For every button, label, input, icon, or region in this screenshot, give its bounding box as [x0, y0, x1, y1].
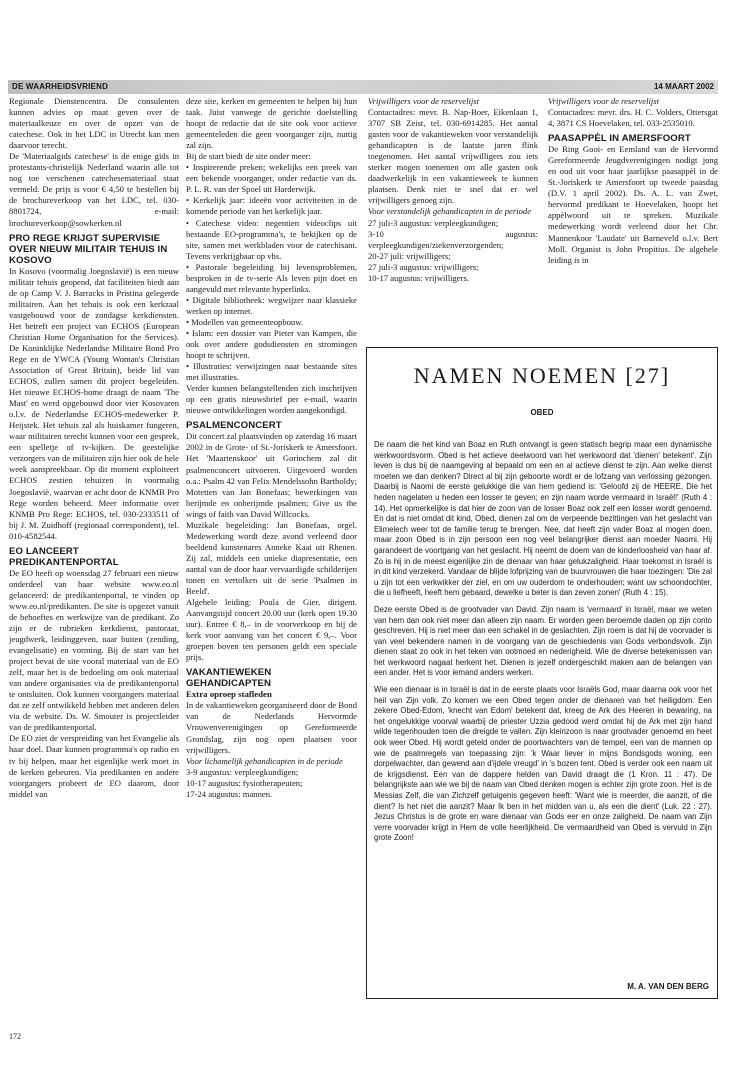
- issue-date: 14 MAART 2002: [653, 82, 714, 91]
- paragraph: Contactadres: mevr. B. Nap-Boer, Eikenlaan 1, 3707 SB Zeist, tel. 030-6914285. Het aantal gasten voor de vakantieweken voor verstandelijk gehandicapten is de laatste jaren flink toegenomen. Het aantal vrijwilligers zou iets sterker mogen toenemen om alle gasten ook daadwerkelijk in een vakantieweek te kunnen plaatsen. Denk niet te snel dat er wel vrijwilligers genoeg zijn.: [368, 107, 538, 206]
- bullet-item: • Catechese video: negentien videoclips uit bestaande EO-programma's, te bekijken op de site, samen met werkbladen voor de catechisant. Tevens verkrijgbaar op vhs.: [186, 217, 357, 261]
- paragraph: Regionale Dienstencentra. De consulenten kunnen advies op maat geven over de materiaalkeuze en over de opzet van de catechese. Ook in het LDC in Utrecht kan men daarvoor terecht.: [9, 96, 179, 151]
- paragraph: In de vakantieweken georganiseerd door de Bond van de Nederlands Hervormde Vrouwenverenigingen op Gereformeerde Grondslag, zijn nog open plaatsen voor vrijwilligers.: [186, 700, 357, 755]
- paragraph: De 'Materiaalgids catechese' is de enige gids in protestants-christelijk Nederland waarin alle tot nog toe verschenen catechesemateriaal staat vermeld. De prijs is voor € 4,50 te bestellen bij de brochureverkoop van het LDC, tel. 030-8801724, e-mail: brochureverkoop@sowkerken.nl: [9, 151, 179, 228]
- paragraph: Vrijwilligers voor de reservelijst: [368, 96, 479, 106]
- paragraph: Wie een dienaar is in Israël is dat in de eerste plaats voor Israëls God, maar daarna ook voor het heil van Zijn volk. Zo komen we een Obed tegen onder de dienaren van het heiligdom. Een zekere Obed-Edom, 'knecht van Edom' betekent dat, kreeg de Ark des Heeren in bewaring, na het ongelukkige voorval waarbij de priester Uzzia gedood werd omdat hij de Ark met zijn hand wilde tegenhouden toen die dreigde te vallen. Zijn kleinzoon is naar grootvader genoemd en heet ook weer Obed. Hij wordt geteld onder de poortwachters van de tempel, een van de mannen op wie de psalmregels van toepassing zijn: 'k Waar liever in mijns Bondsgods woning, een dorpelwachter, dan gewend aan d'ijdele vreugd' in 's bozen tent. Obed is verder ook een naam uit de krijgsdienst. Een van de dappere helden van David draagt die (1 Kron. 11 : 47). De belangrijkste aan wie we bij de naam van Obed denken mogen is echter zijn grote zoon. Het is de Messias Zelf, die van Zichzelf getuigenis gegeven heeft: 'Want wie is meerder, die aanzit, of die dient? Is het niet die aanzit? Maar Ik ben in het midden van u, als een die dient' (Luk. 22 : 27). Jezus Christus is de grote en ware dienaar van Gods eer en onze zaligheid. De naam van Zijn verre voorvader krijgt in Hem de volle heerlijkheid. De vermaardheid van Obed is vervuld in Zijn grote Zoon!: [374, 685, 712, 843]
- paragraph: deze site, kerken en gemeenten te helpen bij hun taak. Juist vanwege de gerichte doelstelling hoopt de redactie dat de site ook voor actieve gemeenteleden die geen voorganger zijn, nuttig zal zijn.: [186, 96, 357, 151]
- list-line: 10-17 augustus: vrijwilligers.: [368, 272, 469, 283]
- bullet-item: • Modellen van gemeenteopbouw.: [186, 316, 304, 327]
- subheading: Extra oproep stafleden: [186, 689, 272, 700]
- bullet-item: • Illustraties: verwijzingen naar bestaande sites met illustraties.: [186, 361, 357, 383]
- list-line: 3-9 augustus: verpleegkundigen;: [186, 766, 299, 777]
- heading-vakantieweken: VAKANTIEWEKEN GEHANDICAPTEN: [186, 667, 272, 690]
- box-text: [374, 440, 712, 850]
- list-line: 27 juli-3 augustus: vrijwilligers;: [368, 261, 479, 272]
- bullet-item: • Islam: een dossier van Pieter van Kampen, die ook over andere godsdiensten en stromingen hoopt te schrijven.: [186, 327, 357, 361]
- paragraph: De naam die het kind van Boaz en Ruth ontvangt is geen statisch begrip maar een dynamische werkwoordsvorm. Obed is het actieve deelwoord van het werkwoord dat 'dienen' betekent'. Zijn leven is dus bij de naamgeving al bepaald om een en al actieve dienst te zijn. Aan welke dienst moeten we dan denken? Direct al bij zijn geboorte wordt er de lofzang van verlossing gezongen. Daarbij is Naomi de eerste gelukkige die van hem gediend is: 'Geloofd zij de HEERE, Die het heden nagelaten u heden een losser te geven; en zijn naam worde vermaard in Israël!' (Ruth 4 : 14). Het opmerkelijke is dat hier de zoon van de losser Boaz ook zelf een losser wordt genoemd. En dat is niet omdat dit kind, Obed, dienen zal om de verpeende bezittingen van het geslacht van Elimelech weer tot de familie terug te brengen. Nee, dat heeft zijn vader Boaz al mogen doen, maar zoon Obed is in zijn persoon een nog veel belangrijker dienst aan moeder Naomi. Hij garandeert de voortgang van het geslacht. Hij neemt de doem van de kinderloosheid van haar af. Zo is hij in de meest eigenlijke zin de dienaar van haar gelukzaligheid. Haar toekomst in Israël is in dit kind verzekerd. Vandaar de blijde lofprijzing van de buurvrouwen die haar toezingen: 'Die zal u zijn tot een verkwikker der ziel, en om uw ouderdom te onderhouden; want uw schoondochter, die u liefheeft, heeft hem gebaard, dewelke u beter is dan zeven zonen' (Ruth 4 : 15).: [374, 440, 712, 598]
- paragraph: Contactadres: mevr. drs. H. C. Volders, Ottersgat 4, 3871 CS Hoevelaken, tel. 033-2535010.: [548, 107, 718, 129]
- column-2: [186, 96, 357, 800]
- paragraph: De Ring Gooi- en Eemland van de Hervormd Gereformeerde Jeugdverenigingen nodigt jong en oud uit voor haar jaarlijkse paasappèl in de St.-Joriskerk te Amersfoort op tweede paasdag (D.V. 1 april 2002). Ds. A. L. van Zwet, hervormd predikant te Hoevelaken, hoopt het appèlwoord uit te spreken. Muzikale medewerking wordt verleend door het Chr. Mannenkoor 'Laudate' uit Barneveld o.l.v. Bert Moll. Organist is John Propitius. De algehele leiding is in: [548, 144, 718, 265]
- paragraph: In Kosovo (voormalig Joegoslavië) is een nieuw militair tehuis geopend, dat faciliteiten biedt aan de op Camp V. J. Barracks in Pristina gelegerde militairen. Aan het tehuis is ook een kerkzaal vastgebouwd voor de zondagse kerkdiensten. Het betreft een project van ECHOS (European Christian Home Organisation for the Services). De Koninklijke Nederlandse Militaire Bond Pro Rege en de YWCA (Young Woman's Christian Association of Great Britain), beide lid van ECHOS, zullen samen dit project begeleiden. Het nieuwe ECHOS-home draagt de naam 'The Mast' en werd opgebouwd door vier Kosovaren o.l.v. de Nederlandse ECHOS-medewerker P. Heijstek. Het tehuis zal als huiskamer fungeren, waar militairen terecht kunnen voor een gesprek, een spelletje of tv-kijken. De geestelijke verzorgers van de militairen zijn hier ook de hele week aanspreekbaar. Op dit moment exploiteert ECHOS zestien tehuizen in voormalig Joegoslavië, waarvan er acht door de KNMB Pro Rege worden beheerd. Meer informatie over KNMB Pro Rege: ECHOS, tel. 030-2333511 of bij J. M. Zuidhoff (regionaal correspondent), tel. 010-4582544.: [9, 265, 179, 541]
- bullet-item: • Inspirerende preken; wekelijks een preek van een bekende voorganger, onder redactie van ds. P. L. R. van der Spoel uit Harderwijk.: [186, 162, 357, 195]
- paragraph: Voor lichamelijk gehandicapten in de periode: [186, 755, 343, 766]
- bullet-item: • Kerkelijk jaar: ideeën voor activiteiten in de komende periode van het kerkelijk jaar.: [186, 195, 357, 217]
- paragraph: De EO heeft op woensdag 27 februari een nieuw onderdeel van haar website www.eo.nl gelanceerd: de predikantenportal, te vinden op www.eo.nl/predikanten. De site is opgezet vanuit de behoeftes en werkwijze van de predikant. Zo zijn er de rubrieken kerkdienst, pastoraat, jeugdwerk, leidinggeven, naar buiten (zending, evangelisatie) en vorming. Bij de start van het project bevat de site vooral materiaal van de EO zelf, maar het is de bedoeling om ook materiaal van andere organisaties via de predikantenportal te ontsluiten. Ook kunnen voorgangers materiaal dat ze zelf ontwikkeld hebben met anderen delen via de website. Ds. W. Smouter is projectleider van de predikantenportal.: [9, 567, 179, 733]
- paragraph: Deze eerste Obed is de grootvader van David. Zijn naam is 'vermaard' in Israël, maar we weten van hem dan ook niet meer dan alleen zijn naam. Er worden geen beroemde daden op zijn conto geschreven. Hij is niet meer dan een schakel in de geslachten. Zijn roem is dat hij de voorvader is van veel bekendere namen in de voorgang van de geschiedenis van Gods verbondsvolk. Zijn dienen staat zo ook in het teken van ootmoed en nederigheid. Wie de diverse betekenissen van het werkwoord nagaat herkent het. Dienen is jezelf ondergeschikt maken aan de belangen van een ander. Het is voor iemand anders werken.: [374, 604, 712, 678]
- heading-kosovo: PRO REGE KRIJGT SUPERVISIE OVER NIEUW MILITAIR TEHUIS IN KOSOVO: [9, 232, 168, 266]
- list-line: 27 juli-3 augustus: verpleegkundigen;: [368, 217, 499, 228]
- column-4: [548, 96, 718, 266]
- box-title: NAMEN NOEMEN [27]: [413, 363, 671, 388]
- page-number: 172: [9, 1032, 21, 1041]
- author-name: M. A. VAN DEN BERG: [627, 982, 709, 991]
- paragraph: De EO ziet de verspreiding van het Evangelie als haar doel. Daar kunnen programma's op radio en tv bij helpen, maar het eigenlijke werk moet in de kerken gebeuren. Via predikanten en andere voorgangers probeert de EO daarom, door middel van: [9, 733, 179, 799]
- column-1: [9, 96, 179, 800]
- box-subtitle: OBED: [530, 408, 554, 417]
- heading-eo-portal: EO LANCEERT PREDIKANTENPORTAL: [9, 545, 119, 568]
- paragraph: Algehele leiding: Poula de Gier, dirigent. Aanvangstijd concert 20.00 uur (kerk open 19.30 uur). Entree € 8,– in de voorverkoop en bij de kerk voor aanvang van het concert € 9,–. Voor groepen boven ten personen geldt een speciale prijs.: [186, 597, 357, 663]
- paragraph: Dit concert zal plaatsvinden op zaterdag 16 maart 2002 in de Grote- of St.-Joriskerk te Amersfoort. Het 'Maartenskoor' uit Gorinchem zal dit psalmenconcert uitvoeren. Uitgevoerd worden o.a.: Psalm 42 van Felix Mendelssohn Bartholdy; Motetten van Jan Bonefaas; bewerkingen van berijmde en onberijmde psalmen; Give us the wings of faith van David Willcocks.: [186, 431, 357, 519]
- paragraph: Muzikale begeleiding: Jan Bonefaas, orgel. Medewerking wordt deze avond verleend door beeldend kunstenares Anneke Kaai uit Rhenen. Zij zal, middels een unieke diapresentatie, een aantal van de door haar vervaardigde schilderijen tonen en vertolken uit de serie 'Psalmen in Beeld'.: [186, 519, 357, 597]
- paragraph: Verder kunnen belangstellenden zich inschrijven op een gratis nieuwsbrief per e-mail, waarin nieuwe ontwikkelingen worden aangekondigd.: [186, 383, 357, 416]
- namen-noemen-box: [366, 347, 718, 999]
- publication-name: DE WAARHEIDSVRIEND: [12, 82, 109, 91]
- bullet-item: • Digitale bibliotheek: wegwijzer naar klassieke werken op internet.: [186, 294, 357, 316]
- page-header: [8, 80, 718, 94]
- list-line: 17-24 augustus: mannen.: [186, 788, 273, 799]
- paragraph: Vrijwilligers voor de reservelijst: [548, 96, 659, 106]
- paragraph: Voor verstandelijk gehandicapten in de periode: [368, 206, 532, 217]
- heading-paasappel: PAASAPPÈL IN AMERSFOORT: [548, 133, 691, 145]
- list-line: 10-17 augustus: fysiotherapeuten;: [186, 777, 303, 788]
- heading-psalmenconcert: PSALMENCONCERT: [186, 420, 282, 432]
- bullet-item: • Pastorale begeleiding bij levensproblemen, besproken in de tv-serie Als leven pijn doet en aangevuld met relevante hyperlinks.: [186, 261, 357, 294]
- column-3: [368, 96, 538, 284]
- list-line: 3-10 augustus: verpleegkundigen/ziekenverzorgenden;: [368, 228, 538, 250]
- list-line: 20-27 juli: vrijwilligers;: [368, 250, 451, 261]
- paragraph: Bij de start biedt de site onder meer:: [186, 151, 311, 162]
